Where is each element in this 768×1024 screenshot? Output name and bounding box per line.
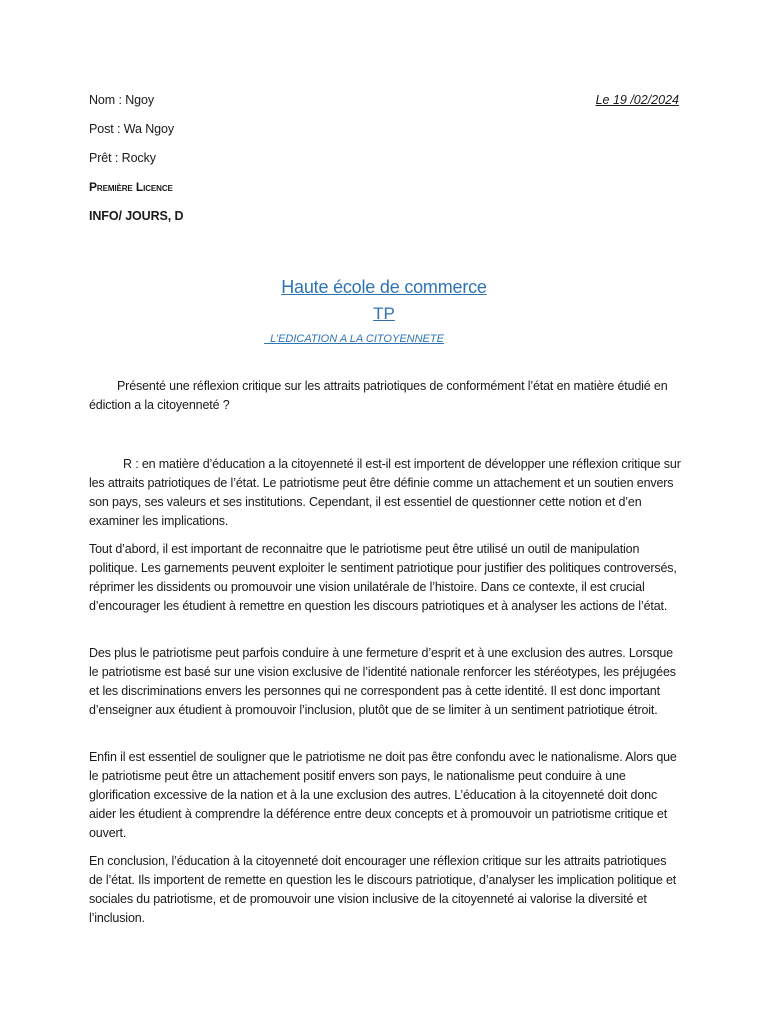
answer-paragraph-exclusion: Des plus le patriotisme peut parfois conduire à une fermeture d’esprit et à une exclusion des autres. Lorsque le patriotisme est basé sur une vision exclusive de l’identité nationale renforcer les stéréotypes, les préjugées et les discriminations envers les personnes qui ne correspondent pas à cette identité. Il est donc important d’enseigner aux étudient à promouvoir l’inclusion, plutôt que de se limiter à un sentiment patriotique étroit. — [89, 646, 676, 717]
document-date: Le 19 /02/2024 — [595, 93, 679, 107]
school-title: Haute école de commerce — [281, 277, 487, 297]
answer-paragraph-conclusion: En conclusion, l’éducation à la citoyenneté doit encourager une réflexion critique sur les attraits patriotiques de l’état. Ils importent de remette en question les le discours patriotique, d’analyser les implication politique et sociales du patriotisme, et de promouvoir une vision inclusive de la citoyenneté ai valorise la diversité et l’inclusion. — [89, 854, 677, 925]
academic-level: Première Licence — [89, 180, 173, 194]
question-paragraph: Présenté une réflexion critique sur les attraits patriotiques de conformément l’état en matière étudié en édiction a la citoyenneté ? — [89, 379, 668, 412]
student-post-name: Post : Wa Ngoy — [89, 122, 174, 136]
answer-paragraph-manipulation: Tout d’abord, il est important de reconnaitre que le patriotisme peut être utilisé un outil de manipulation politique. Les garnements peuvent exploiter le sentiment patriotique pour justifier des politiques controversés, réprimer les dissidents ou promouvoir une vision unilatérale de l’histoire. Dans ce contexte, il est crucial d’encourager les étudient à remettre en question les discours patriotiques et à analyser les actions de l’état. — [89, 542, 677, 613]
subject-title: L’EDICATION A LA CITOYENNETE — [264, 333, 444, 345]
student-name: Nom : Ngoy — [89, 93, 154, 107]
answer-paragraph-intro: R : en matière d’éducation a la citoyenneté il est-il est importent de développer une réflexion critique sur les attraits patriotiques de l’état. Le patriotisme peut être définie comme un attachement et un soutien envers son pays, ses valeurs et ses institutions. Cependant, il est essentiel de questionner cette notion et d’en examiner les implications. — [89, 457, 681, 528]
tp-title: TP — [373, 304, 395, 323]
class-group: INFO/ JOURS, D — [89, 209, 184, 223]
student-first-name: Prêt : Rocky — [89, 151, 156, 165]
answer-paragraph-nationalism: Enfin il est essentiel de souligner que le patriotisme ne doit pas être confondu avec le nationalisme. Alors que le patriotisme peut être un attachement positif envers son pays, le nationalisme peut conduire à une glorification excessive de la nation et à la une exclusion des autres. L’éducation à la citoyenneté doit donc aider les étudient à comprendre la déférence entre deux concepts et à promouvoir un patriotisme critique et ouvert. — [89, 750, 677, 840]
